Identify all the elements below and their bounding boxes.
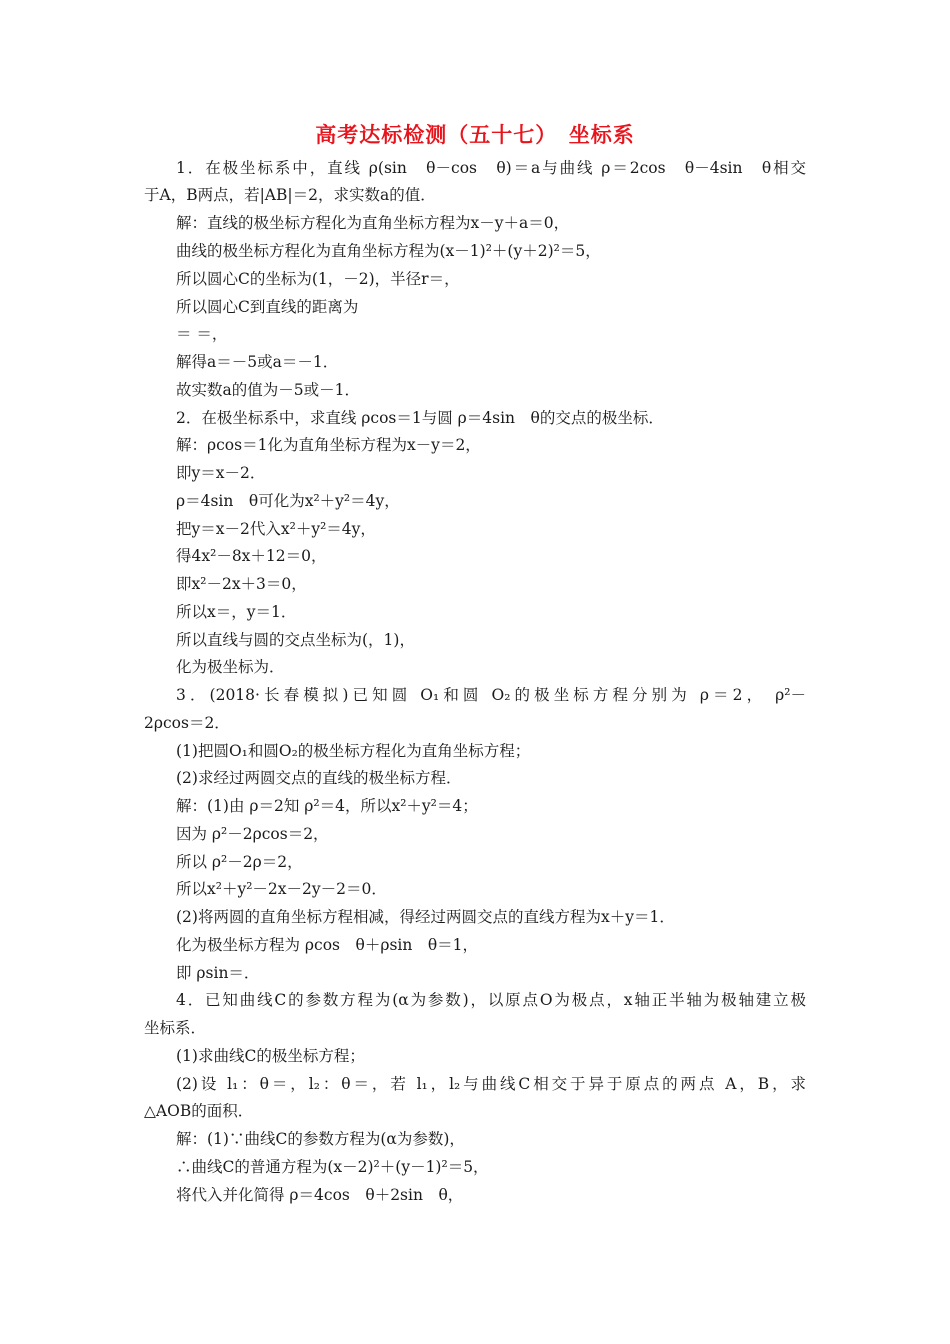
text-line: 4．已知曲线C的参数方程为(α为参数)，以原点O为极点，x轴正半轴为极轴建立极: [176, 991, 806, 1009]
text-line: (2)求经过两圆交点的直线的极坐标方程．: [176, 769, 462, 787]
text-line: 2．在极坐标系中，求直线 ρcos＝1与圆 ρ＝4sin θ的交点的极坐标．: [176, 409, 664, 427]
text-line: ∴曲线C的普通方程为(x－2)²＋(y－1)²＝5，: [176, 1158, 489, 1176]
text-line: 即y＝x－2．: [176, 464, 266, 482]
text-line: 所以x＝，y＝1．: [176, 603, 297, 621]
text-line: 所以圆心C到直线的距离为: [176, 298, 359, 316]
text-line: (1)求曲线C的极坐标方程；: [176, 1047, 365, 1065]
text-line: 解得a＝－5或a＝－1．: [176, 353, 339, 371]
text-line: 即 ρsin＝．: [176, 964, 260, 982]
text-line: 所以x²＋y²－2x－2y－2＝0．: [176, 880, 387, 898]
text-line: 故实数a的值为－5或－1．: [176, 381, 360, 399]
text-line: 2ρcos＝2．: [144, 714, 230, 732]
text-line: 解：直线的极坐标方程化为直角坐标方程为x－y＋a＝0，: [176, 214, 570, 232]
text-line: 所以圆心C的坐标为(1，－2)，半径r＝，: [176, 270, 460, 288]
text-line: ρ＝4sin θ可化为x²＋y²＝4y，: [176, 492, 400, 510]
text-line: 解：(1)由 ρ＝2知 ρ²＝4，所以x²＋y²＝4；: [176, 797, 478, 815]
text-line: 所以直线与圆的交点坐标为(，1)，: [176, 631, 415, 649]
text-line: 化为极坐标为．: [176, 658, 285, 676]
text-line: 解：(1)∵曲线C的参数方程为(α为参数)，: [176, 1130, 465, 1148]
text-line: 因为 ρ²－2ρcos＝2，: [176, 825, 329, 843]
text-line: 解：ρcos＝1化为直角坐标方程为x－y＝2，: [176, 436, 481, 454]
text-line: 将代入并化简得 ρ＝4cos θ＋2sin θ，: [176, 1186, 464, 1204]
text-line: (2)设 l₁：θ＝，l₂：θ＝，若 l₁，l₂与曲线C相交于异于原点的两点 A，B，求: [176, 1075, 806, 1093]
text-line: 所以 ρ²－2ρ＝2，: [176, 853, 303, 871]
text-line: 化为极坐标方程为 ρcos θ＋ρsin θ＝1，: [176, 936, 479, 954]
text-line: 于A，B两点，若|AB|＝2，求实数a的值．: [144, 186, 436, 204]
page-title: 高考达标检测（五十七） 坐标系: [315, 123, 635, 147]
text-line: ＝ ＝，: [176, 325, 228, 343]
text-line: 得4x²－8x＋12＝0，: [176, 547, 327, 565]
text-line: 把y＝x－2代入x²＋y²＝4y，: [176, 520, 376, 538]
text-line: 即x²－2x＋3＝0，: [176, 575, 307, 593]
text-line: 1．在极坐标系中，直线 ρ(sin θ－cos θ)＝a与曲线 ρ＝2cos θ－4sin θ相交: [176, 159, 806, 177]
text-line: (1)把圆O₁和圆O₂的极坐标方程化为直角坐标方程；: [176, 742, 531, 760]
text-line: △AOB的面积．: [144, 1102, 254, 1120]
text-line: 坐标系．: [144, 1019, 207, 1037]
text-line: 曲线的极坐标方程化为直角坐标方程为(x－1)²＋(y＋2)²＝5，: [176, 242, 601, 260]
text-line: (2)将两圆的直角坐标方程相减，得经过两圆交点的直线方程为x＋y＝1．: [176, 908, 675, 926]
text-line: 3．(2018·长春模拟)已知圆 O₁和圆 O₂的极坐标方程分别为 ρ＝2， ρ²－: [176, 686, 806, 704]
